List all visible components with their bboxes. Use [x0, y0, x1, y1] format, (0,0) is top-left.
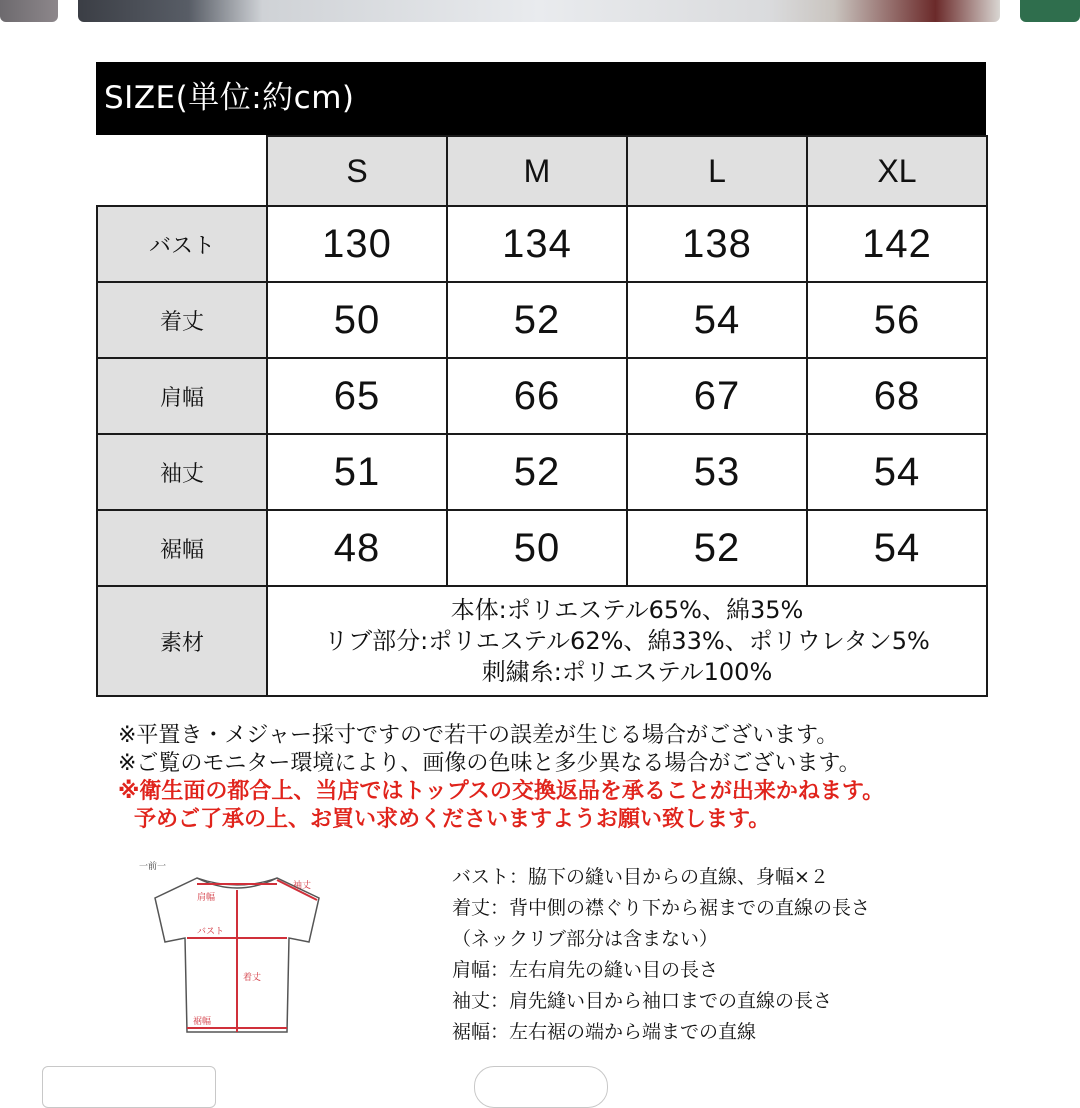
- definition-item: 肩幅：左右肩先の縫い目の長さ: [452, 959, 719, 981]
- table-cell: 134: [447, 206, 627, 282]
- size-column-header: XL: [807, 136, 987, 206]
- sleeve-label: 袖丈: [293, 881, 312, 891]
- length-label: 着丈: [243, 973, 262, 983]
- size-column-header: M: [447, 136, 627, 206]
- material-label: 素材: [97, 586, 267, 696]
- table-row: [97, 206, 987, 282]
- product-thumbnail[interactable]: [78, 0, 1000, 22]
- table-cell: 142: [807, 206, 987, 282]
- table-row: [97, 510, 987, 586]
- color-note: ※ご覧のモニター環境により、画像の色味と多少異なる場合がございます。: [118, 751, 861, 776]
- size-chart-title: SIZE(単位:約cm): [96, 62, 986, 135]
- table-cell: 54: [807, 510, 987, 586]
- table-row: [97, 282, 987, 358]
- size-column-header: L: [627, 136, 807, 206]
- definition-item: バスト：脇下の縫い目からの直線、身幅×２: [452, 866, 829, 888]
- size-chart: [96, 62, 986, 697]
- material-row: [97, 586, 987, 696]
- measurement-note: ※平置き・メジャー採寸ですので若干の誤差が生じる場合がございます。: [118, 723, 839, 748]
- table-cell: 54: [627, 282, 807, 358]
- table-corner: [97, 136, 267, 206]
- definition-item: 着丈：背中側の襟ぐり下から裾までの直線の長さ: [452, 897, 871, 919]
- row-label: バスト: [97, 206, 267, 282]
- bottom-button[interactable]: [474, 1066, 608, 1108]
- table-cell: 68: [807, 358, 987, 434]
- material-description: [267, 586, 987, 696]
- definition-item: 袖丈：肩先縫い目から袖口までの直線の長さ: [452, 990, 833, 1012]
- material-line: 本体:ポリエステル65%、綿35%: [450, 595, 804, 624]
- product-thumbnail-strip: [0, 0, 1080, 24]
- table-cell: 51: [267, 434, 447, 510]
- table-cell: 52: [627, 510, 807, 586]
- table-row: [97, 434, 987, 510]
- product-thumbnail[interactable]: [0, 0, 58, 22]
- definition-item: 裾幅：左右裾の端から端までの直線: [452, 1021, 757, 1043]
- table-row: [97, 358, 987, 434]
- table-cell: 52: [447, 434, 627, 510]
- measurement-diagram: [135, 856, 335, 1046]
- table-cell: 67: [627, 358, 807, 434]
- table-cell: 48: [267, 510, 447, 586]
- row-label: 裾幅: [97, 510, 267, 586]
- table-cell: 52: [447, 282, 627, 358]
- bottom-button[interactable]: [42, 1066, 216, 1108]
- tshirt-diagram: [135, 856, 335, 1046]
- row-label: 袖丈: [97, 434, 267, 510]
- measurement-definitions: [452, 862, 1052, 1048]
- size-header-row: [97, 136, 987, 206]
- size-table: [96, 135, 988, 697]
- table-cell: 53: [627, 434, 807, 510]
- definition-item: （ネックリブ部分は含まない）: [452, 928, 719, 950]
- material-line: 刺繍糸:ポリエステル100%: [481, 657, 773, 686]
- table-cell: 56: [807, 282, 987, 358]
- return-policy-note: ※衛生面の都合上、当店ではトップスの交換返品を承ることが出来かねます。: [118, 779, 885, 804]
- table-cell: 50: [267, 282, 447, 358]
- table-cell: 65: [267, 358, 447, 434]
- table-cell: 130: [267, 206, 447, 282]
- product-thumbnail[interactable]: [1020, 0, 1080, 22]
- row-label: 肩幅: [97, 358, 267, 434]
- return-policy-note: 予めご了承の上、お買い求めくださいますようお願い致します。: [134, 807, 771, 832]
- table-cell: 138: [627, 206, 807, 282]
- table-cell: 66: [447, 358, 627, 434]
- table-cell: 54: [807, 434, 987, 510]
- size-notes: [118, 722, 998, 834]
- material-line: リブ部分:ポリエステル62%、綿33%、ポリウレタン5%: [324, 626, 930, 655]
- row-label: 着丈: [97, 282, 267, 358]
- bust-label: バスト: [197, 927, 225, 937]
- table-cell: 50: [447, 510, 627, 586]
- shoulder-label: 肩幅: [197, 893, 216, 903]
- front-label: 一前一: [139, 862, 167, 872]
- size-column-header: S: [267, 136, 447, 206]
- hem-label: 裾幅: [193, 1017, 212, 1027]
